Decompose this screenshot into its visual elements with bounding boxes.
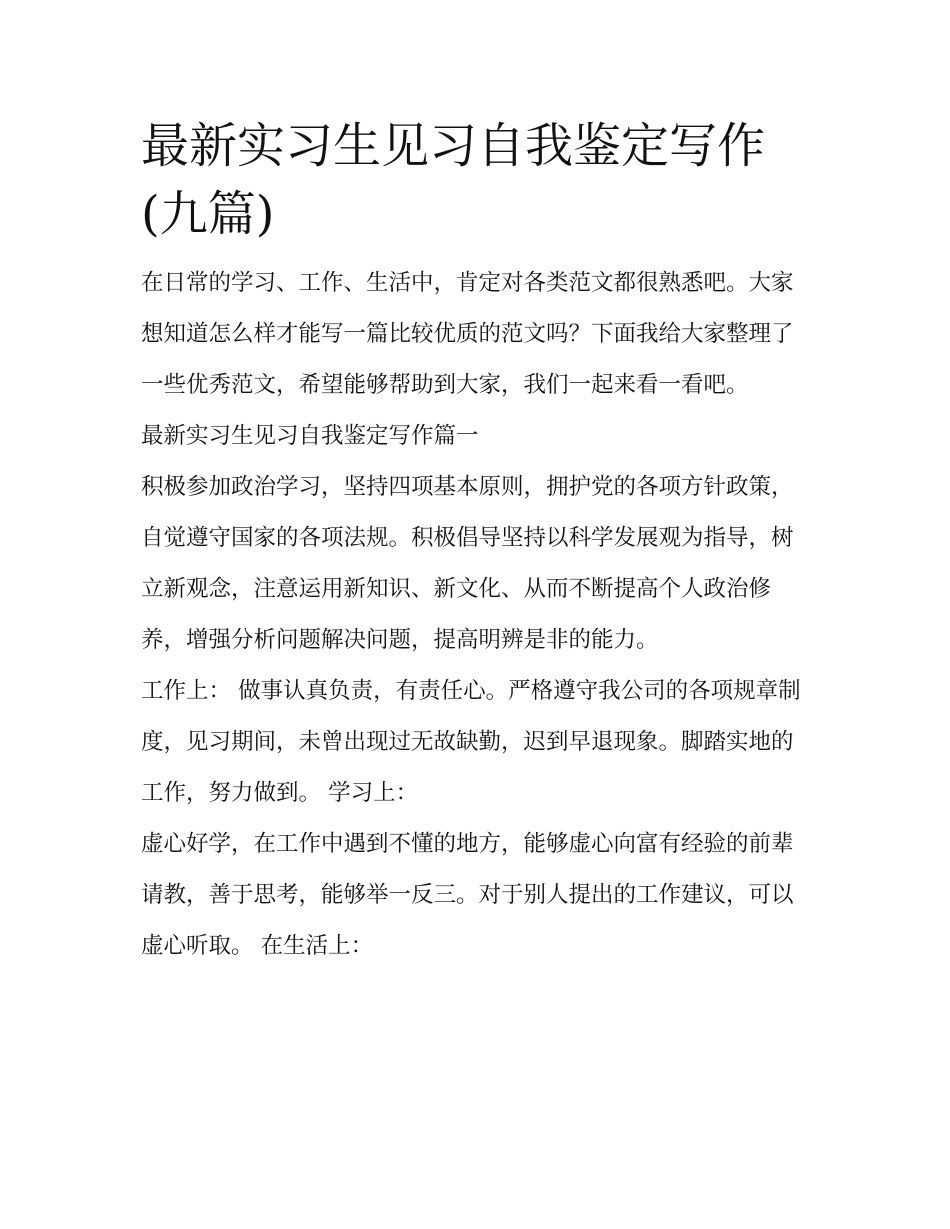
document-title: 最新实习生见习自我鉴定写作(九篇)	[141, 118, 766, 242]
body-paragraph: 工作上： 做事认真负责，有责任心。严格遵守我公司的各项规章制度，见习期间，未曾出现过无故缺勤，迟到早退现象。脚踏实地的工作，努力做到。 学习上：	[141, 678, 801, 806]
body-paragraph: 积极参加政治学习，坚持四项基本原则，拥护党的各项方针政策，自觉遵守国家的各项法规。积极倡导坚持以科学发展观为指导，树立新观念，注意运用新知识、新文化、从而不断提高个人政治修养，增强分析问题解决问题，提高明辨是非的能力。	[141, 474, 794, 653]
section-heading: 最新实习生见习自我鉴定写作篇一	[141, 423, 479, 449]
intro-paragraph: 在日常的学习、工作、生活中，肯定对各类范文都很熟悉吧。大家想知道怎么样才能写一篇比较优质的范文吗？下面我给大家整理了一些优秀范文，希望能够帮助到大家，我们一起来看一看吧。	[141, 270, 794, 398]
body-paragraph: 虚心好学，在工作中遇到不懂的地方，能够虚心向富有经验的前辈请教，善于思考，能够举一反三。对于别人提出的工作建议，可以虚心听取。 在生活上：	[141, 831, 794, 959]
document-body	[141, 112, 821, 972]
